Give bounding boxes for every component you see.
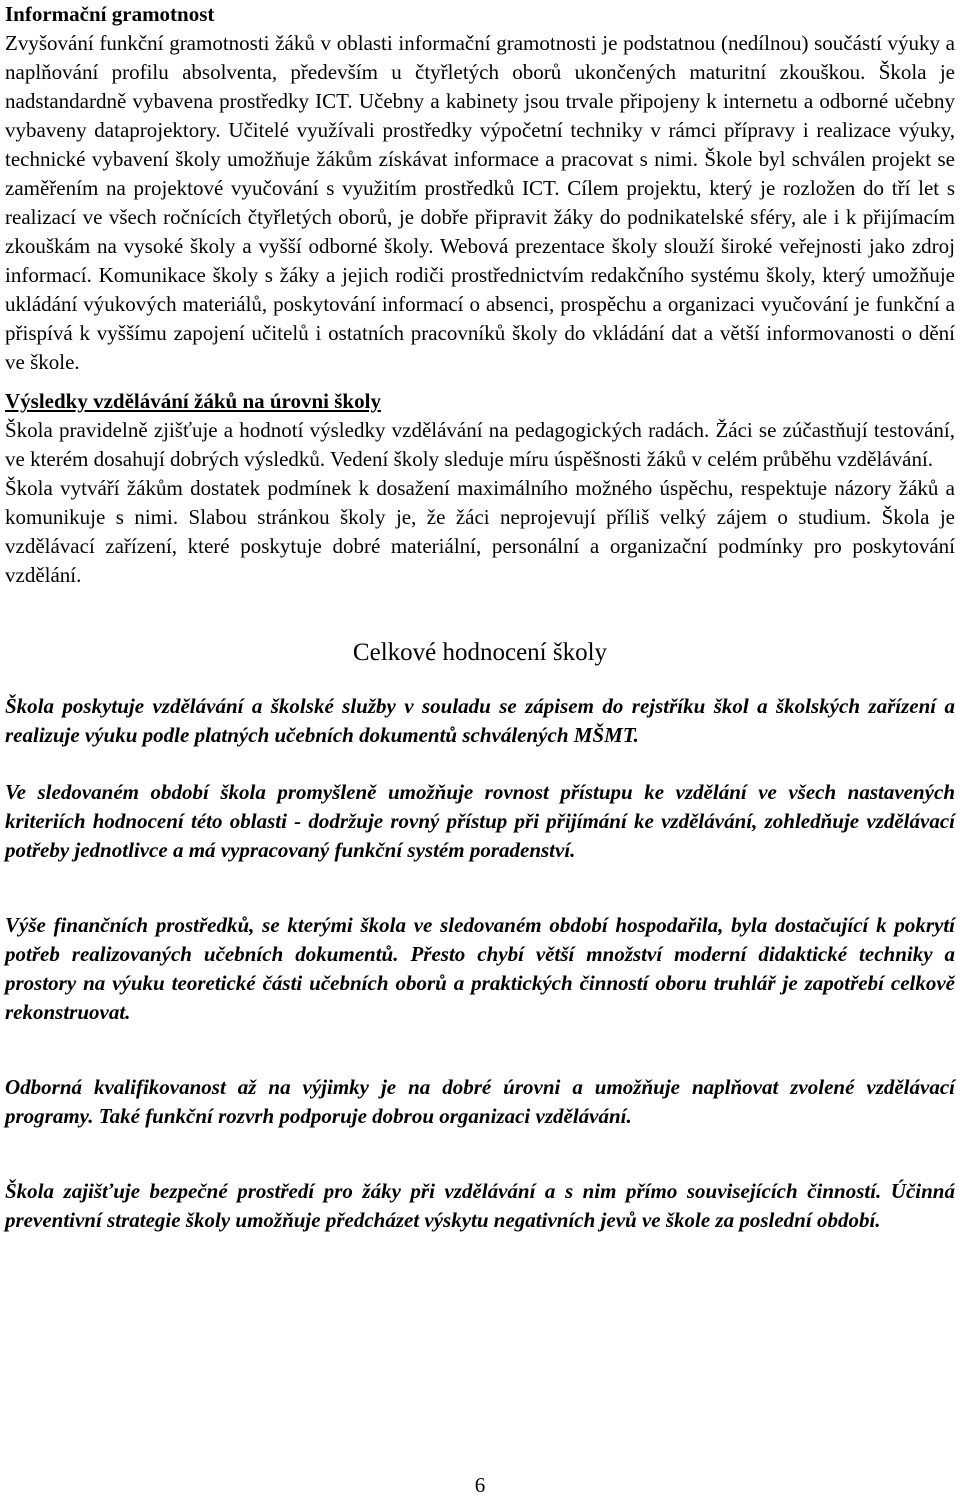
evaluation-paragraph: Odborná kvalifikovanost až na výjimky je na dobré úrovni a umožňuje naplňovat zvolené vzdělávací programy. Také funkční rozvrh podporuje dobrou organizaci vzdělávání. xyxy=(5,1075,955,1128)
document-page xyxy=(5,0,955,1235)
page-number: 6 xyxy=(474,1473,486,1497)
section-heading: Informační gramotnost xyxy=(5,2,215,26)
section-information-literacy xyxy=(5,0,955,377)
section-paragraph: Škola vytváří žákům dostatek podmínek k dosažení maximálního možného úspěchu, respektuje názory žáků a komunikuje s nimi. Slabou stránkou školy je, že žáci neprojevují příliš velký zájem o studium. Škola je vzdělávací zařízení, které poskytuje dobré materiální, personální a organizační podmínky pro poskytování vzdělání. xyxy=(5,476,955,587)
evaluation-paragraph: Ve sledovaném období škola promyšleně umožňuje rovnost přístupu ke vzdělání ve všech nastavených kriteriích hodnocení této oblasti - dodržuje rovný přístup při přijímání ke vzdělávání, zohledňuje vzdělávací potřeby jednotlivce a má vypracovaný funkční systém poradenství. xyxy=(5,780,955,862)
evaluation-paragraph: Škola zajišťuje bezpečné prostředí pro žáky při vzdělávání a s nim přímo souvisejících činností. Účinná preventivní strategie školy umožňuje předcházet výskytu negativních jevů ve škole za poslední období. xyxy=(5,1179,955,1232)
section-education-results xyxy=(5,387,955,590)
overall-evaluation xyxy=(5,692,955,1235)
overall-evaluation-title: Celkové hodnocení školy xyxy=(352,639,608,666)
evaluation-paragraph: Škola poskytuje vzdělávání a školské služby v souladu se zápisem do rejstříku škol a školských zařízení a realizuje výuku podle platných učebních dokumentů schválených MŠMT. xyxy=(5,694,955,747)
section-paragraph: Škola pravidelně zjišťuje a hodnotí výsledky vzdělávání na pedagogických radách. Žáci se zúčastňují testování, ve kterém dosahují dobrých výsledků. Vedení školy sleduje míru úspěšnosti žáků v celém průběhu vzdělávání. xyxy=(5,418,955,471)
section-paragraph: Zvyšování funkční gramotnosti žáků v oblasti informační gramotnosti je podstatnou (nedílnou) součástí výuky a naplňování profilu absolventa, především u čtyřletých oborů ukončených maturitní zkouškou. Škola je nadstandardně vybavena prostředky ICT. Učebny a kabinety jsou trvale připojeny k internetu a odborné učebny vybaveny dataprojektory. Učitelé využívali prostředky výpočetní techniky v rámci přípravy i realizace výuky, technické vybavení školy umožňuje žákům získávat informace a pracovat s nimi. Škole byl schválen projekt se zaměřením na projektové vyučování s využitím prostředků ICT. Cílem projektu, který je rozložen do tří let s realizací ve všech ročnících čtyřletých oborů, je dobře připravit žáky do podnikatelské sféry, ale i k přijímacím zkouškám na vysoké školy a vyšší odborné školy. Webová prezentace školy slouží široké veřejnosti jako zdroj informací. Komunikace školy s žáky a jejich rodiči prostřednictvím redakčního systému školy, který umožňuje ukládání výukových materiálů, poskytování informací o absenci, prospěchu a organizaci vyučování je funkční a přispívá k vyššímu zapojení učitelů i ostatních pracovníků školy do vkládání dat a větší informovanosti o dění ve škole. xyxy=(5,31,955,374)
evaluation-paragraph: Výše finančních prostředků, se kterými škola ve sledovaném období hospodařila, byla dostačující k pokrytí potřeb realizovaných učebních dokumentů. Přesto chybí větší množství moderní didaktické techniky a prostory na výuku teoretické části učebních oborů a praktických činností oboru truhlář je zapotřebí celkově rekonstruovat. xyxy=(5,913,955,1024)
section-heading: Výsledky vzdělávání žáků na úrovni školy xyxy=(5,389,381,413)
